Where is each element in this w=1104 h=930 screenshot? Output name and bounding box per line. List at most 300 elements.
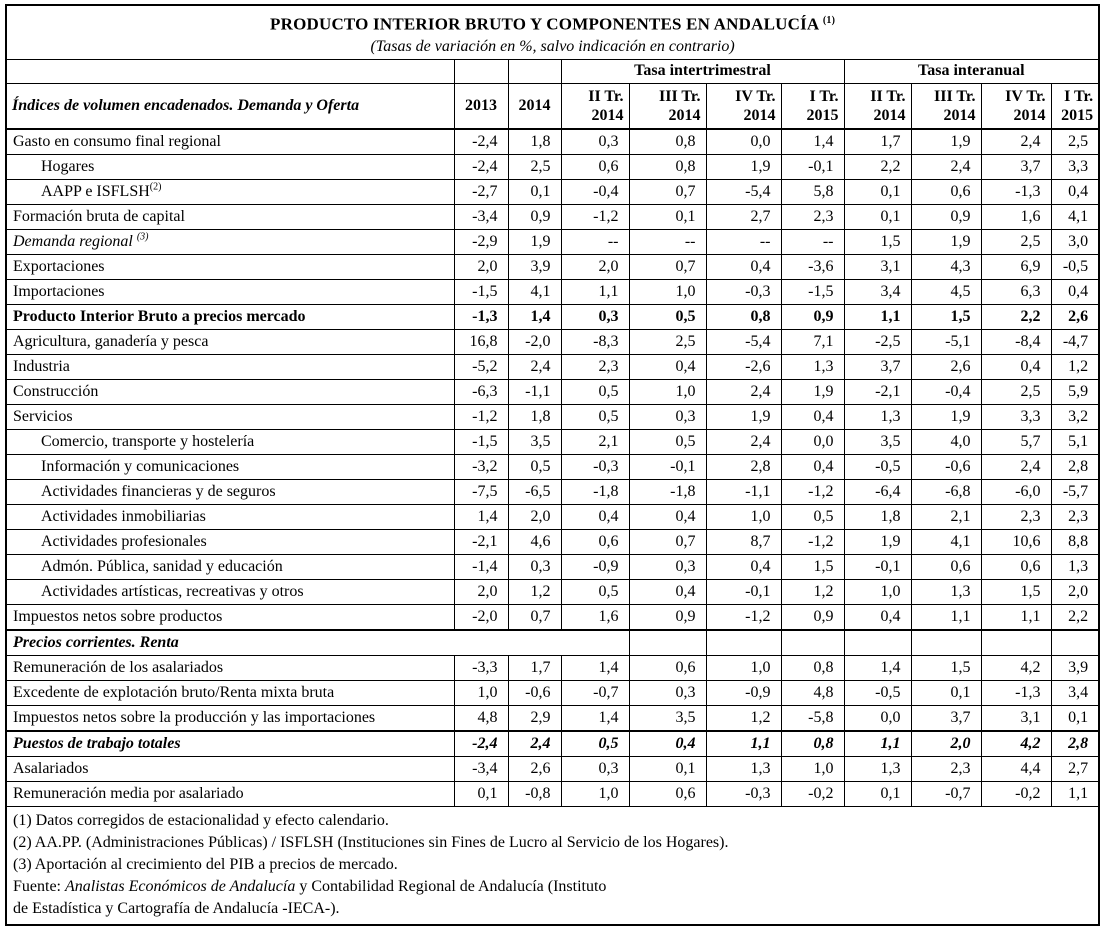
column-header-quarter: III Tr. 2014 — [911, 83, 981, 129]
value-cell: 3,1 — [981, 705, 1051, 731]
value-cell: 1,7 — [508, 655, 561, 680]
value-cell: 1,2 — [508, 579, 561, 604]
footnote-marker: (2) — [149, 181, 162, 193]
value-cell: -0,6 — [911, 454, 981, 479]
value-cell: 1,5 — [781, 554, 844, 579]
value-cell: 0,5 — [561, 579, 629, 604]
empty-header-cell — [6, 59, 454, 83]
row-label: Excedente de explotación bruto/Renta mixta bruta — [6, 680, 454, 705]
value-cell: -3,2 — [454, 454, 508, 479]
value-cell: 1,1 — [706, 731, 781, 757]
empty-cell — [981, 630, 1051, 656]
value-cell: 1,1 — [911, 604, 981, 630]
value-cell: 3,7 — [911, 705, 981, 731]
value-cell: -1,2 — [454, 404, 508, 429]
value-cell: -0,2 — [981, 781, 1051, 806]
value-cell: -0,4 — [561, 179, 629, 204]
value-cell: 1,3 — [1051, 554, 1099, 579]
value-cell: 2,9 — [508, 705, 561, 731]
value-cell: 0,9 — [629, 604, 706, 630]
value-cell: 1,3 — [911, 579, 981, 604]
value-cell: 5,9 — [1051, 379, 1099, 404]
value-cell: 2,3 — [781, 204, 844, 229]
table-row — [6, 404, 1099, 429]
value-cell: -0,3 — [561, 454, 629, 479]
value-cell: 0,4 — [844, 604, 911, 630]
value-cell: -2,4 — [454, 154, 508, 179]
value-cell: 1,0 — [844, 579, 911, 604]
value-cell: -0,5 — [844, 454, 911, 479]
value-cell: 1,5 — [844, 229, 911, 254]
value-cell: 4,5 — [911, 279, 981, 304]
value-cell: -2,0 — [454, 604, 508, 630]
value-cell: 1,2 — [781, 579, 844, 604]
value-cell: 4,2 — [981, 731, 1051, 757]
value-cell: 0,6 — [561, 154, 629, 179]
empty-header-cell — [508, 59, 561, 83]
value-cell: 0,6 — [629, 781, 706, 806]
value-cell: 0,4 — [1051, 279, 1099, 304]
empty-cell — [629, 630, 706, 656]
value-cell: 0,1 — [629, 756, 706, 781]
value-cell: 0,3 — [629, 680, 706, 705]
value-cell: 0,5 — [561, 379, 629, 404]
table-row — [6, 579, 1099, 604]
value-cell: 0,4 — [629, 504, 706, 529]
value-cell: -2,1 — [454, 529, 508, 554]
value-cell: 0,5 — [781, 504, 844, 529]
value-cell: 2,0 — [911, 731, 981, 757]
value-cell: 0,1 — [911, 680, 981, 705]
group-header-intertrimestral: Tasa intertrimestral — [561, 59, 844, 83]
value-cell: -0,1 — [781, 154, 844, 179]
footnote-line: (2) AA.PP. (Administraciones Públicas) / ISFLSH (Instituciones sin Fines de Lucro al Servicio de los Hogares). — [13, 833, 729, 851]
value-cell: 1,0 — [629, 279, 706, 304]
value-cell: 0,5 — [629, 304, 706, 329]
empty-cell — [781, 630, 844, 656]
value-cell: 3,5 — [508, 429, 561, 454]
value-cell: -2,7 — [454, 179, 508, 204]
table-row — [6, 154, 1099, 179]
empty-header-cell — [454, 59, 508, 83]
row-label: Producto Interior Bruto a precios mercado — [6, 304, 454, 329]
value-cell: 2,6 — [1051, 304, 1099, 329]
row-label: Información y comunicaciones — [6, 454, 454, 479]
value-cell: 4,8 — [454, 705, 508, 731]
value-cell: -1,5 — [454, 279, 508, 304]
row-label: Remuneración media por asalariado — [6, 781, 454, 806]
value-cell: 2,1 — [561, 429, 629, 454]
footnote-line: (1) Datos corregidos de estacionalidad y efecto calendario. — [13, 811, 389, 829]
value-cell: 0,1 — [508, 179, 561, 204]
value-cell: 1,8 — [508, 404, 561, 429]
value-cell: 1,1 — [561, 279, 629, 304]
table-row — [6, 731, 1099, 757]
value-cell: 2,0 — [561, 254, 629, 279]
row-label: Demanda regional $^{(3)}$ — [6, 229, 454, 254]
value-cell: -5,8 — [781, 705, 844, 731]
value-cell: 2,2 — [844, 154, 911, 179]
value-cell: 0,9 — [781, 304, 844, 329]
value-cell: -- — [781, 229, 844, 254]
table-row — [6, 379, 1099, 404]
value-cell: 4,4 — [981, 756, 1051, 781]
value-cell: 8,7 — [706, 529, 781, 554]
value-cell: 1,3 — [844, 404, 911, 429]
column-header-quarter: IV Tr. 2014 — [706, 83, 781, 129]
value-cell: 4,6 — [508, 529, 561, 554]
page-subtitle: (Tasas de variación en %, salvo indicación en contrario) — [370, 37, 735, 55]
table-row — [6, 781, 1099, 806]
value-cell: 2,3 — [981, 504, 1051, 529]
value-cell: 1,0 — [561, 781, 629, 806]
value-cell: -6,5 — [508, 479, 561, 504]
value-cell: 3,4 — [1051, 680, 1099, 705]
value-cell: 1,3 — [706, 756, 781, 781]
title-row — [6, 5, 1099, 59]
column-header-year: 2013 — [454, 83, 508, 129]
value-cell: 3,5 — [629, 705, 706, 731]
section-row — [6, 630, 1099, 656]
value-cell: 2,2 — [981, 304, 1051, 329]
value-cell: 3,3 — [1051, 154, 1099, 179]
value-cell: -6,8 — [911, 479, 981, 504]
value-cell: -1,3 — [454, 304, 508, 329]
value-cell: -1,8 — [561, 479, 629, 504]
value-cell: 2,4 — [706, 379, 781, 404]
value-cell: 4,2 — [981, 655, 1051, 680]
value-cell: 16,8 — [454, 329, 508, 354]
value-cell: 8,8 — [1051, 529, 1099, 554]
row-label: Impuestos netos sobre productos — [6, 604, 454, 630]
value-cell: -0,5 — [844, 680, 911, 705]
value-cell: -1,3 — [981, 179, 1051, 204]
value-cell: 4,0 — [911, 429, 981, 454]
value-cell: -5,7 — [1051, 479, 1099, 504]
value-cell: -6,3 — [454, 379, 508, 404]
value-cell: 1,9 — [911, 129, 981, 155]
value-cell: 1,9 — [911, 404, 981, 429]
value-cell: 1,2 — [1051, 354, 1099, 379]
row-label: Hogares — [6, 154, 454, 179]
row-label: Formación bruta de capital — [6, 204, 454, 229]
value-cell: 4,1 — [508, 279, 561, 304]
value-cell: 0,4 — [706, 254, 781, 279]
value-cell: 0,1 — [454, 781, 508, 806]
value-cell: -0,6 — [508, 680, 561, 705]
value-cell: -2,4 — [454, 129, 508, 155]
value-cell: 3,9 — [1051, 655, 1099, 680]
column-header-quarter: I Tr. 2015 — [1051, 83, 1099, 129]
value-cell: 1,5 — [981, 579, 1051, 604]
table-row — [6, 504, 1099, 529]
value-cell: -8,3 — [561, 329, 629, 354]
value-cell: 0,3 — [561, 129, 629, 155]
row-label: Impuestos netos sobre la producción y las importaciones — [6, 705, 454, 731]
row-label: Comercio, transporte y hostelería — [6, 429, 454, 454]
value-cell: 1,5 — [911, 304, 981, 329]
table-row — [6, 680, 1099, 705]
value-cell: -2,1 — [844, 379, 911, 404]
value-cell: 2,3 — [561, 354, 629, 379]
table-row — [6, 429, 1099, 454]
row-label: Gasto en consumo final regional — [6, 129, 454, 155]
table-row — [6, 705, 1099, 731]
value-cell: 0,1 — [844, 781, 911, 806]
value-cell: 4,8 — [781, 680, 844, 705]
empty-cell — [706, 630, 781, 656]
value-cell: 1,3 — [844, 756, 911, 781]
value-cell: -1,5 — [454, 429, 508, 454]
value-cell: 0,7 — [508, 604, 561, 630]
value-cell: 0,0 — [781, 429, 844, 454]
footnote-line: (3) Aportación al crecimiento del PIB a precios de mercado. — [13, 855, 398, 873]
value-cell: -0,2 — [781, 781, 844, 806]
footnote-marker: (3) — [136, 231, 149, 243]
value-cell: 0,4 — [706, 554, 781, 579]
value-cell: -5,2 — [454, 354, 508, 379]
table-row — [6, 354, 1099, 379]
value-cell: 2,6 — [911, 354, 981, 379]
row-label: Construcción — [6, 379, 454, 404]
value-cell: 2,0 — [1051, 579, 1099, 604]
row-label: Remuneración de los asalariados — [6, 655, 454, 680]
value-cell: 3,5 — [844, 429, 911, 454]
value-cell: 2,5 — [981, 229, 1051, 254]
row-label: Importaciones — [6, 279, 454, 304]
value-cell: 2,0 — [454, 579, 508, 604]
value-cell: -1,2 — [781, 479, 844, 504]
value-cell: -0,7 — [561, 680, 629, 705]
value-cell: 1,0 — [706, 504, 781, 529]
value-cell: 2,3 — [1051, 504, 1099, 529]
table-row — [6, 279, 1099, 304]
value-cell: -4,7 — [1051, 329, 1099, 354]
value-cell: 0,7 — [629, 179, 706, 204]
value-cell: 0,0 — [706, 129, 781, 155]
value-cell: 1,9 — [911, 229, 981, 254]
value-cell: 0,8 — [629, 129, 706, 155]
value-cell: -1,1 — [508, 379, 561, 404]
column-header-quarter: III Tr. 2014 — [629, 83, 706, 129]
value-cell: 2,7 — [706, 204, 781, 229]
value-cell: -3,3 — [454, 655, 508, 680]
table-row — [6, 454, 1099, 479]
row-label: Servicios — [6, 404, 454, 429]
value-cell: 1,9 — [508, 229, 561, 254]
value-cell: -0,4 — [911, 379, 981, 404]
table-row — [6, 554, 1099, 579]
value-cell: 1,9 — [706, 404, 781, 429]
footnote-line: Fuente: Analistas Económicos de Andalucía y Contabilidad Regional de Andalucía (Instituto — [13, 877, 607, 895]
value-cell: 10,6 — [981, 529, 1051, 554]
row-label: Admón. Pública, sanidad y educación — [6, 554, 454, 579]
value-cell: 0,1 — [629, 204, 706, 229]
value-cell: 0,5 — [508, 454, 561, 479]
table-row — [6, 304, 1099, 329]
value-cell: 0,7 — [629, 254, 706, 279]
row-label: AAPP e ISFLSH$^{(2)}$ — [6, 179, 454, 204]
value-cell: 2,0 — [508, 504, 561, 529]
value-cell: 4,3 — [911, 254, 981, 279]
value-cell: 0,3 — [561, 756, 629, 781]
value-cell: 2,7 — [1051, 756, 1099, 781]
value-cell: 6,3 — [981, 279, 1051, 304]
value-cell: 5,8 — [781, 179, 844, 204]
value-cell: 3,1 — [844, 254, 911, 279]
value-cell: 0,4 — [981, 354, 1051, 379]
value-cell: 3,9 — [508, 254, 561, 279]
value-cell: 0,8 — [781, 731, 844, 757]
page-title: PRODUCTO INTERIOR BRUTO Y COMPONENTES EN ANDALUCÍA $^{(1)}$ — [270, 14, 836, 34]
value-cell: -0,1 — [706, 579, 781, 604]
value-cell: -6,0 — [981, 479, 1051, 504]
value-cell: 0,4 — [629, 731, 706, 757]
value-cell: 0,3 — [561, 304, 629, 329]
value-cell: 2,5 — [629, 329, 706, 354]
table-row — [6, 529, 1099, 554]
value-cell: 1,2 — [706, 705, 781, 731]
value-cell: 3,3 — [981, 404, 1051, 429]
value-cell: 1,5 — [911, 655, 981, 680]
value-cell: -- — [629, 229, 706, 254]
title-cell — [6, 5, 1099, 59]
value-cell: 1,0 — [454, 680, 508, 705]
value-cell: 2,5 — [1051, 129, 1099, 155]
value-cell: 2,8 — [1051, 454, 1099, 479]
value-cell: -5,4 — [706, 329, 781, 354]
group-header-interanual: Tasa interanual — [844, 59, 1099, 83]
value-cell: 2,4 — [508, 354, 561, 379]
value-cell: -0,3 — [706, 781, 781, 806]
value-cell: 1,4 — [561, 655, 629, 680]
value-cell: 0,5 — [629, 429, 706, 454]
value-cell: -0,7 — [911, 781, 981, 806]
row-label: Puestos de trabajo totales — [6, 731, 454, 757]
table-row — [6, 179, 1099, 204]
value-cell: 0,6 — [561, 529, 629, 554]
footnotes-row — [6, 806, 1099, 925]
value-cell: 1,1 — [1051, 781, 1099, 806]
value-cell: 0,9 — [508, 204, 561, 229]
value-cell: 5,1 — [1051, 429, 1099, 454]
row-label: Actividades inmobiliarias — [6, 504, 454, 529]
value-cell: 1,1 — [844, 304, 911, 329]
value-cell: -0,1 — [844, 554, 911, 579]
value-cell: 1,9 — [706, 154, 781, 179]
column-header-row — [6, 83, 1099, 129]
value-cell: 0,7 — [629, 529, 706, 554]
value-cell: -0,5 — [1051, 254, 1099, 279]
value-cell: 0,5 — [561, 404, 629, 429]
value-cell: 0,4 — [781, 454, 844, 479]
value-cell: -2,0 — [508, 329, 561, 354]
value-cell: -0,8 — [508, 781, 561, 806]
value-cell: 1,4 — [844, 655, 911, 680]
value-cell: 0,4 — [561, 504, 629, 529]
value-cell: -6,4 — [844, 479, 911, 504]
row-label: Industria — [6, 354, 454, 379]
value-cell: 0,6 — [981, 554, 1051, 579]
value-cell: 1,4 — [508, 304, 561, 329]
table-row — [6, 229, 1099, 254]
value-cell: 2,3 — [911, 756, 981, 781]
value-cell: 1,7 — [844, 129, 911, 155]
column-header-quarter: II Tr. 2014 — [561, 83, 629, 129]
value-cell: 1,9 — [844, 529, 911, 554]
value-cell: -2,6 — [706, 354, 781, 379]
value-cell: -1,4 — [454, 554, 508, 579]
value-cell: 7,1 — [781, 329, 844, 354]
value-cell: 0,4 — [781, 404, 844, 429]
value-cell: -1,2 — [781, 529, 844, 554]
value-cell: 1,0 — [706, 655, 781, 680]
row-label: Asalariados — [6, 756, 454, 781]
value-cell: -3,4 — [454, 204, 508, 229]
column-header-concepts: Índices de volumen encadenados. Demanda y Oferta — [6, 83, 454, 129]
value-cell: -8,4 — [981, 329, 1051, 354]
value-cell: 0,1 — [1051, 705, 1099, 731]
value-cell: 0,4 — [1051, 179, 1099, 204]
value-cell: 6,9 — [981, 254, 1051, 279]
value-cell: -2,9 — [454, 229, 508, 254]
value-cell: 0,3 — [629, 554, 706, 579]
value-cell: -3,6 — [781, 254, 844, 279]
value-cell: 4,1 — [1051, 204, 1099, 229]
value-cell: -1,8 — [629, 479, 706, 504]
table-row — [6, 254, 1099, 279]
value-cell: 1,1 — [844, 731, 911, 757]
value-cell: 0,3 — [629, 404, 706, 429]
value-cell: 3,4 — [844, 279, 911, 304]
value-cell: 2,5 — [508, 154, 561, 179]
value-cell: 4,1 — [911, 529, 981, 554]
value-cell: -7,5 — [454, 479, 508, 504]
table-row — [6, 479, 1099, 504]
value-cell: 2,5 — [981, 379, 1051, 404]
value-cell: 2,8 — [706, 454, 781, 479]
value-cell: -0,3 — [706, 279, 781, 304]
table-row — [6, 204, 1099, 229]
table-row — [6, 756, 1099, 781]
value-cell: 1,3 — [781, 354, 844, 379]
title-footnote-marker: (1) — [822, 15, 836, 26]
value-cell: 1,9 — [781, 379, 844, 404]
empty-cell — [911, 630, 981, 656]
value-cell: -1,2 — [561, 204, 629, 229]
value-cell: 2,8 — [1051, 731, 1099, 757]
column-header-quarter: IV Tr. 2014 — [981, 83, 1051, 129]
value-cell: -5,4 — [706, 179, 781, 204]
row-label: Agricultura, ganadería y pesca — [6, 329, 454, 354]
value-cell: 1,0 — [781, 756, 844, 781]
footnote-line: de Estadística y Cartografía de Andalucía -IECA-). — [13, 899, 340, 917]
value-cell: 1,4 — [781, 129, 844, 155]
row-label: Actividades financieras y de seguros — [6, 479, 454, 504]
value-cell: 2,4 — [706, 429, 781, 454]
value-cell: 5,7 — [981, 429, 1051, 454]
value-cell: 2,4 — [911, 154, 981, 179]
value-cell: -0,9 — [561, 554, 629, 579]
table-row — [6, 129, 1099, 155]
value-cell: -0,9 — [706, 680, 781, 705]
value-cell: 0,1 — [844, 204, 911, 229]
value-cell: -3,4 — [454, 756, 508, 781]
value-cell: -1,2 — [706, 604, 781, 630]
table-row — [6, 329, 1099, 354]
value-cell: 1,6 — [981, 204, 1051, 229]
footnotes-cell — [6, 806, 1099, 925]
